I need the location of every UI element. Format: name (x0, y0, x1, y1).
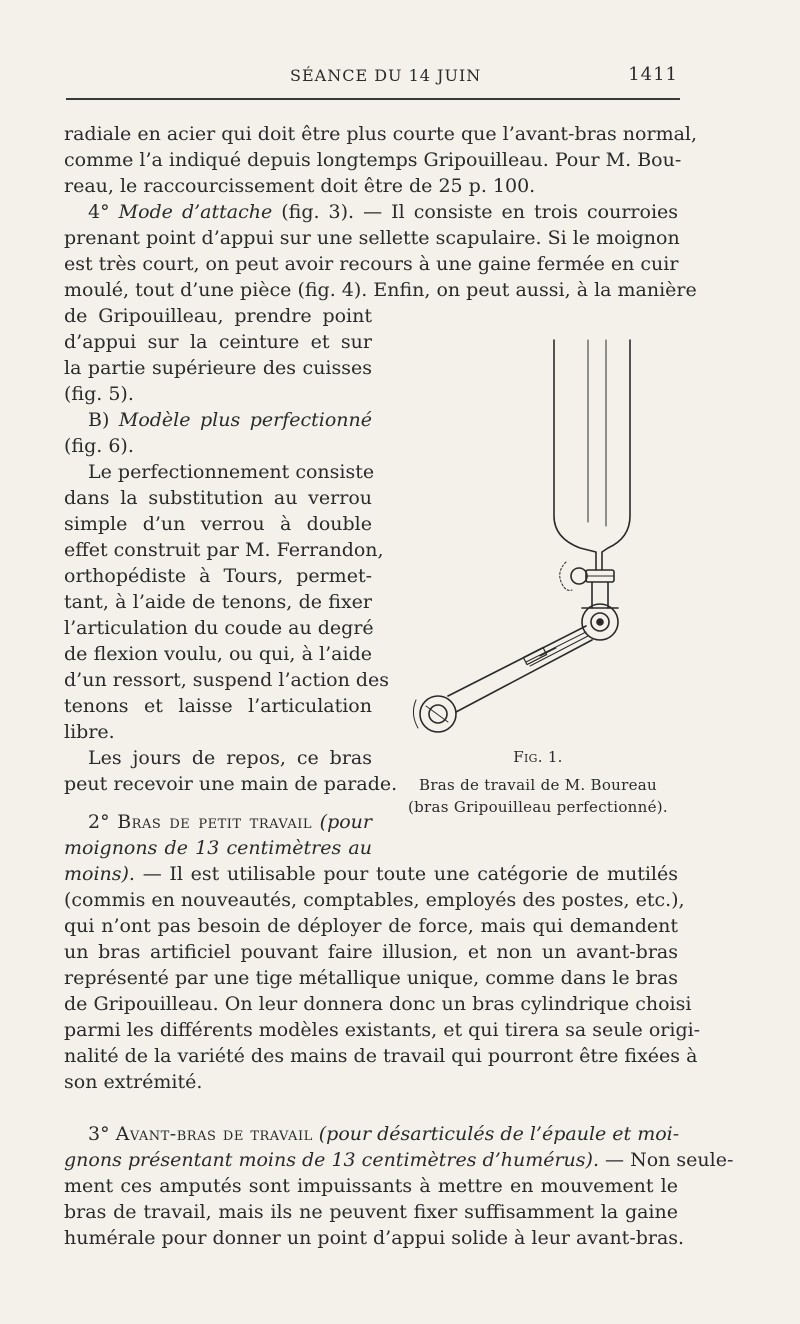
page-number: 1411 (628, 64, 678, 85)
text-line: de flexion voulu, ou qui, à l’aide (64, 643, 372, 665)
text-line: d’un ressort, suspend l’action des (64, 669, 390, 691)
text-line: (fig. 6). (64, 435, 134, 457)
text-line: orthopédiste à Tours, permet- (64, 565, 372, 587)
text-run: gnons présentant moins de 13 centimètres d’humérus). (64, 1149, 599, 1171)
text-line: est très court, on peut avoir recours à une gaine fermée en cuir (64, 253, 679, 275)
prosthetic-arm-illustration (396, 326, 686, 756)
text-line: dans la substitution au verrou (64, 487, 372, 509)
figure-number: Fig. 1. (513, 748, 563, 766)
section-title: Mode d’attache (118, 201, 273, 223)
text-line (64, 810, 372, 834)
text-run: (fig. 3). — Il consiste en trois courroies (281, 201, 679, 223)
text-line: parmi les différents modèles existants, et qui tirera sa seule origi- (64, 1019, 701, 1041)
text-line: libre. (64, 721, 115, 743)
text-line (64, 1148, 734, 1172)
section-prefix: B) (88, 409, 110, 431)
text-line (64, 200, 678, 224)
text-line: de Gripouilleau, prendre point (64, 305, 372, 327)
text-line (64, 408, 372, 432)
section-heading: Avant-bras de travail (115, 1123, 313, 1145)
text-line: effet construit par M. Ferrandon, (64, 539, 384, 561)
section-number: 4° (88, 201, 110, 223)
text-run: — Non seule- (605, 1149, 734, 1171)
text-line: qui n’ont pas besoin de déployer de force, mais qui demandent (64, 915, 678, 937)
text-line (64, 862, 678, 886)
text-line: son extrémité. (64, 1071, 203, 1093)
text-line: de Gripouilleau. On leur donnera donc un bras cylindrique choisi (64, 993, 692, 1015)
section-heading: Bras de petit travail (117, 811, 313, 833)
text-line (64, 1122, 678, 1146)
text-line: (fig. 5). (64, 383, 134, 405)
text-line: (commis en nouveautés, comptables, employés des postes, etc.), (64, 889, 685, 911)
text-line: bras de travail, mais ils ne peuvent fixer suffisamment la gaine (64, 1201, 678, 1223)
text-line: nalité de la variété des mains de travail qui pourront être fixées à (64, 1045, 698, 1067)
text-line: un bras artificiel pouvant faire illusion, et non un avant-bras (64, 941, 678, 963)
text-line: tant, à l’aide de tenons, de fixer (64, 591, 372, 613)
text-line: simple d’un verrou à double (64, 513, 372, 535)
section-number: 2° (88, 811, 110, 833)
text-line: la partie supérieure des cuisses (64, 357, 372, 379)
header-title: SÉANCE DU 14 JUIN (290, 66, 482, 85)
text-run: (pour désarticulés de l’épaule et moi- (318, 1123, 680, 1145)
text-line: l’articulation du coude au degré (64, 617, 374, 639)
figure-1 (396, 326, 686, 756)
text-run: moins). (64, 863, 135, 885)
text-line: représenté par une tige métallique unique, comme dans le bras (64, 967, 678, 989)
text-line: comme l’a indiqué depuis longtemps Gripouilleau. Pour M. Bou- (64, 149, 682, 171)
text-run: (pour (319, 811, 372, 833)
text-line: moulé, tout d’une pièce (fig. 4). Enfin, on peut aussi, à la manière (64, 279, 697, 301)
text-line: Le perfectionnement consiste (88, 461, 375, 483)
section-title: Modèle plus perfectionné (118, 409, 372, 431)
text-line: peut recevoir une main de parade. (64, 773, 398, 795)
text-line: d’appui sur la ceinture et sur (64, 331, 372, 353)
section-number: 3° (88, 1123, 110, 1145)
text-run: — Il est utilisable pour toute une catégorie de mutilés (142, 863, 678, 885)
text-line: humérale pour donner un point d’appui solide à leur avant-bras. (64, 1227, 685, 1249)
text-line: radiale en acier qui doit être plus courte que l’avant-bras normal, (64, 123, 698, 145)
figure-caption-line: Bras de travail de M. Boureau (419, 776, 657, 794)
running-header (66, 62, 680, 90)
text-line: reau, le raccourcissement doit être de 25 p. 100. (64, 175, 536, 197)
figure-caption-line: (bras Gripouilleau perfectionné). (408, 798, 668, 816)
text-line: moignons de 13 centimètres au (64, 837, 372, 859)
text-line: Les jours de repos, ce bras (88, 747, 372, 769)
text-line: prenant point d’appui sur une sellette scapulaire. Si le moignon (64, 227, 680, 249)
text-line: tenons et laisse l’articulation (64, 695, 372, 717)
text-line: ment ces amputés sont impuissants à mettre en mouvement le (64, 1175, 678, 1197)
header-rule (66, 98, 680, 100)
